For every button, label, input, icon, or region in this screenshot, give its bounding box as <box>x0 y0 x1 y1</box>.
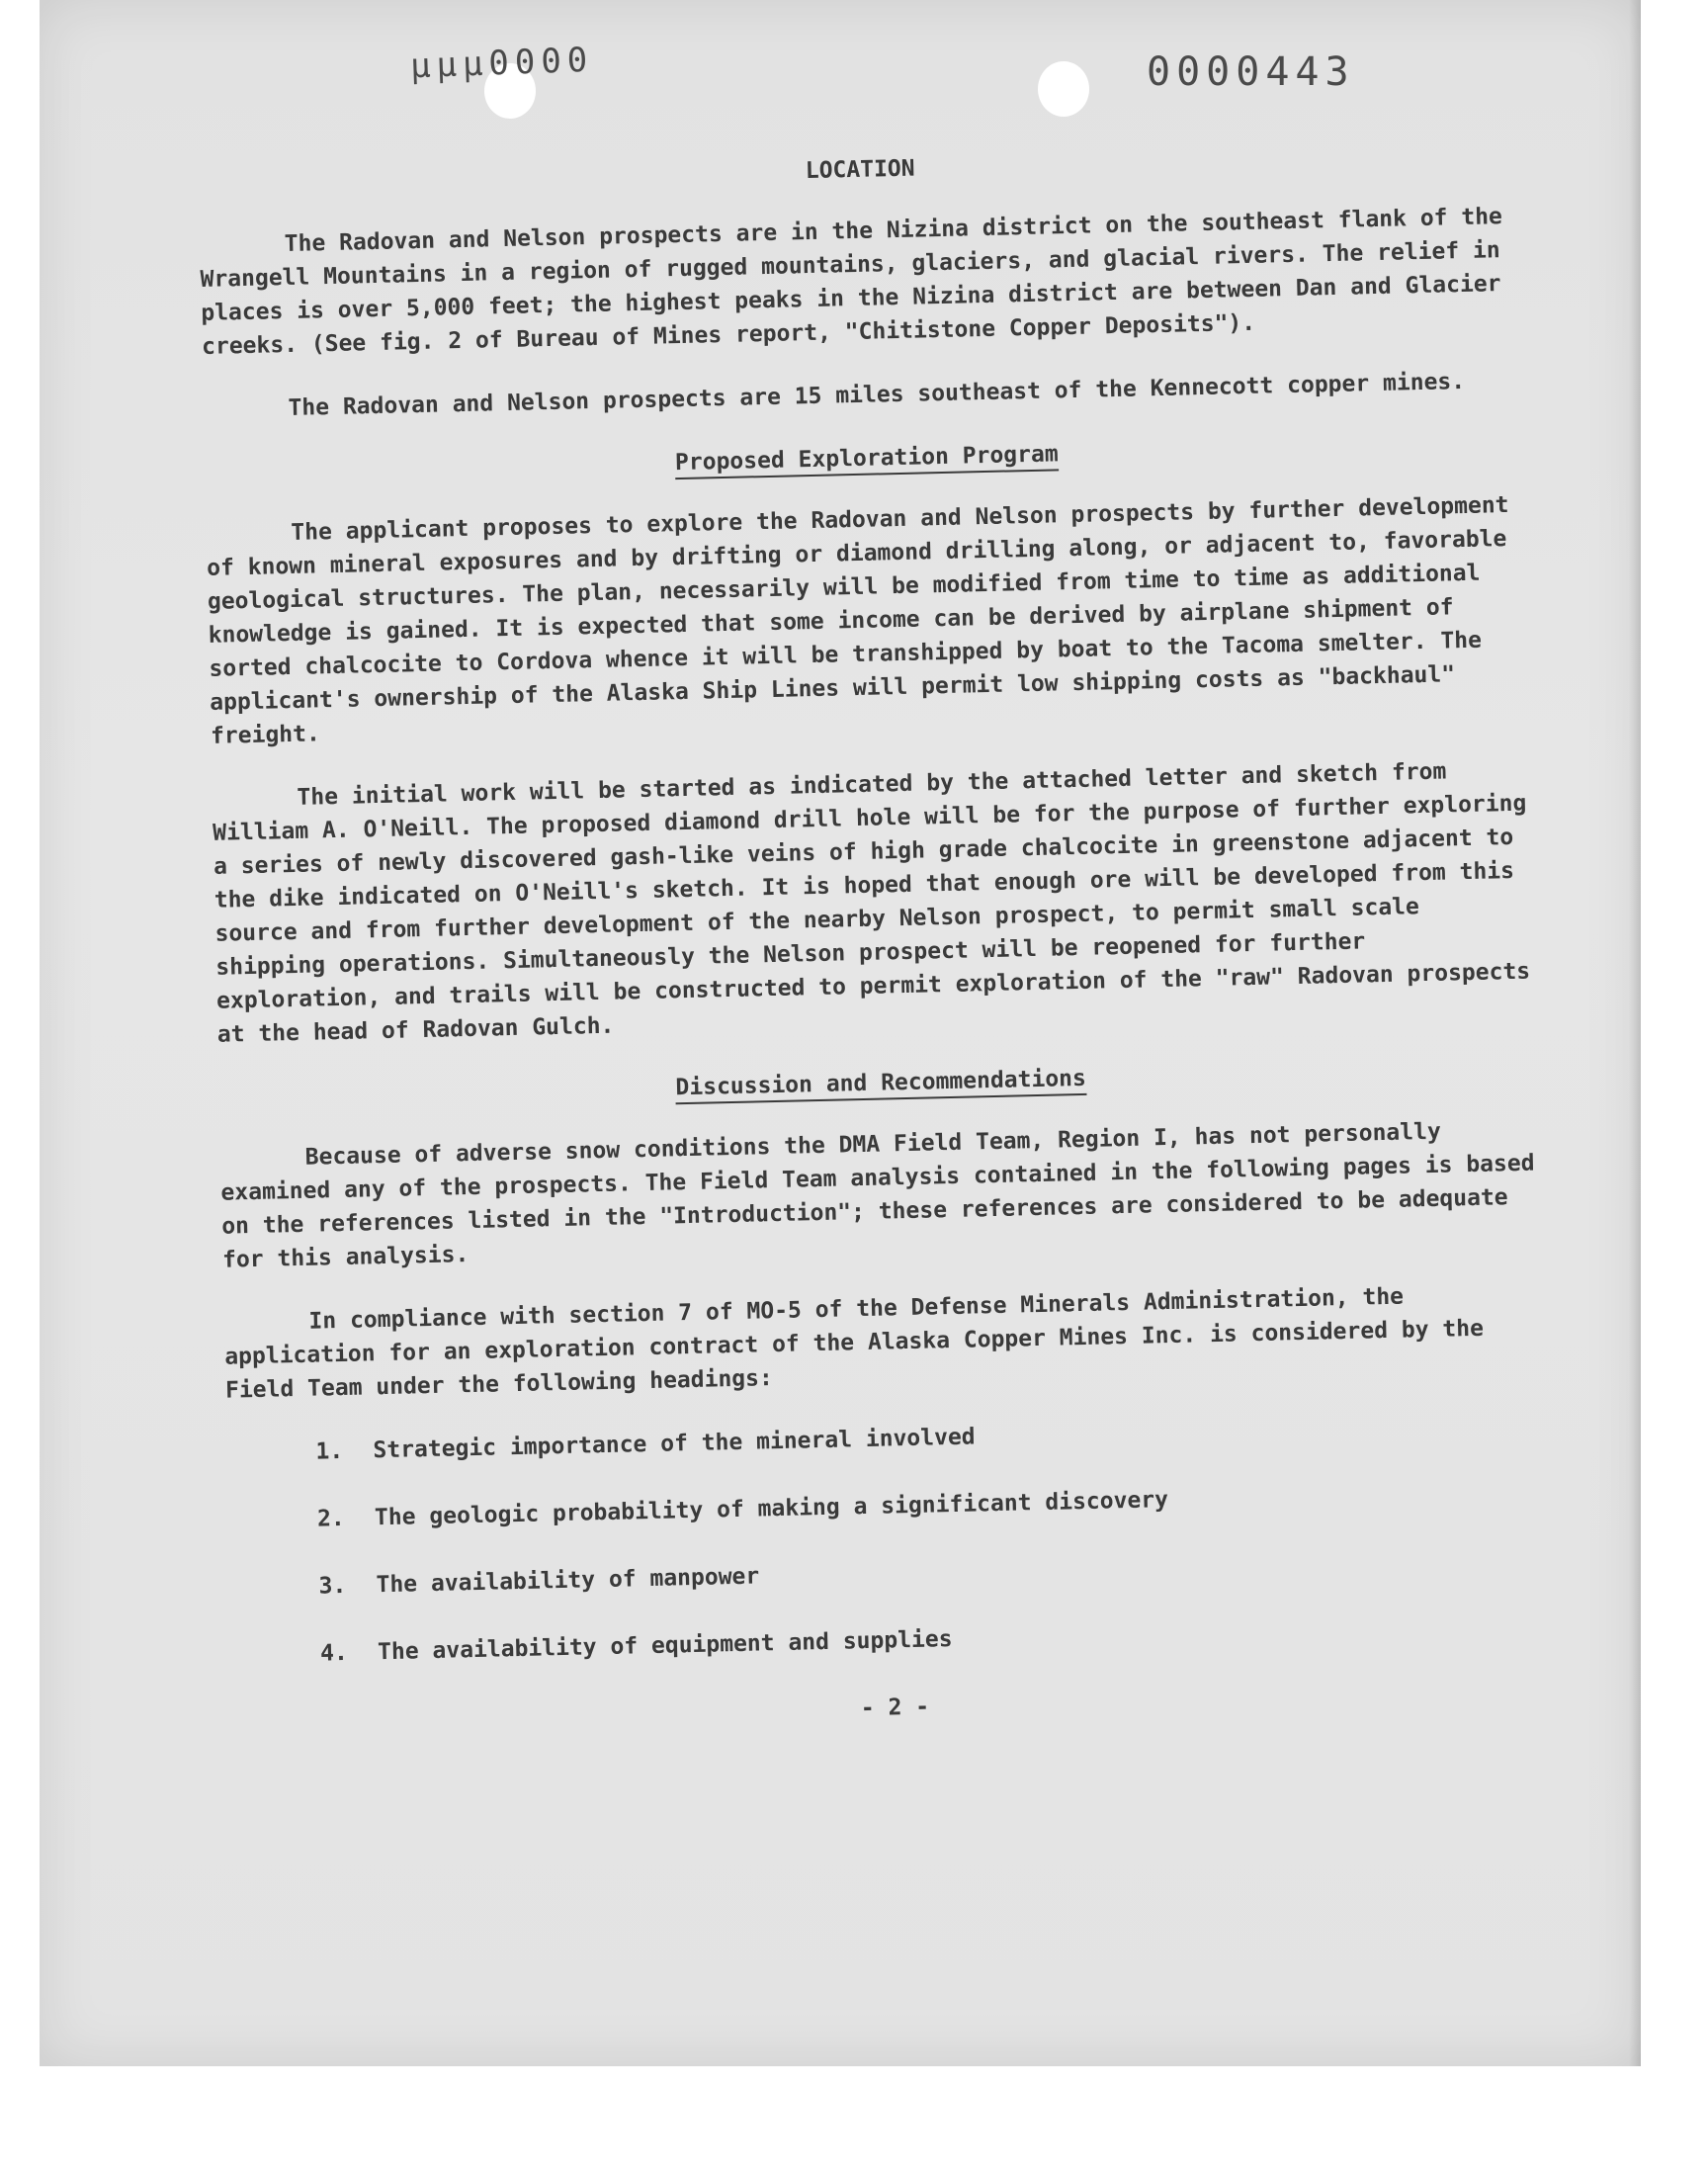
paragraph: The applicant proposes to explore the Radovan and Nelson prospects by further development of known mineral exposures and by drifting or diamond drilling along, or adjacent to, favorable geological structures. The plan, necessarily will be modified from time to time as additional knowledge is gained. It is expected that some income can be derived by airplane shipment of sorted chalcocite to Cordova whence it will be transhipped by boat to the Tacoma smelter. The applicant's ownership of the Alaska Ship Lines will permit low shipping costs as "backhaul" freight. <box>206 491 1509 749</box>
paragraph: In compliance with section 7 of MO-5 of the Defense Minerals Administration, the application for an exploration contract of the Alaska Copper Mines Inc. is considered by the Field Team under the following headings: <box>223 1283 1485 1404</box>
document-body <box>198 138 1558 1740</box>
paragraph: The Radovan and Nelson prospects are 15 miles southeast of the Kennecott copper mines. <box>288 368 1466 421</box>
stamp-number-left: μμμ0000 <box>409 40 594 87</box>
list-item-number: 1. <box>315 1437 344 1465</box>
paragraph: The initial work will be started as indicated by the attached letter and sketch from William A. O'Neill. The proposed diamond drill hole will be for the purpose of further exploring a series of newly discovered gash-like veins of high grade chalcocite in greenstone adjacent to the dike indicated on O'Neill's sketch. It is hoped that enough ore will be developed from this source and from further development of the nearby Nelson prospect, to permit small scale shipping operations. Simultaneously the Nelson prospect will be reopened for further exploration, and trails will be constructed to permit exploration of the "raw" Radovan prospects at the head of Radovan Gulch. <box>212 758 1531 1048</box>
page-edge-shadow <box>1629 0 1641 2066</box>
list-item <box>226 1407 1551 1470</box>
list-item <box>228 1474 1553 1537</box>
list-item-text: The availability of manpower <box>376 1563 760 1599</box>
paragraph: The Radovan and Nelson prospects are in the Nizina district on the southeast flank of the Wrangell Mountains in a region of rugged mountains, glaciers, and glacial rivers. The relief in places is over 5,000 feet; the highest peaks in the Nizina district are between Dan and Glacier creeks. (See fig. 2 of Bureau of Mines report, "Chitistone Copper Deposits"). <box>200 204 1503 360</box>
section-heading-program <box>205 427 1529 490</box>
section-heading-location: LOCATION <box>805 155 915 185</box>
list-item-text: The availability of equipment and supplies <box>377 1626 953 1666</box>
page-number: - 2 - <box>860 1694 930 1722</box>
heading-text: Discussion and Recommendations <box>675 1066 1086 1104</box>
binder-hole-right <box>1038 61 1089 117</box>
list-item <box>229 1541 1554 1605</box>
list-item-number: 2. <box>316 1505 346 1532</box>
list-item <box>231 1609 1556 1672</box>
list-item-text: The geologic probability of making a significant discovery <box>374 1487 1169 1531</box>
stamp-number-right: 0000443 <box>1147 49 1355 95</box>
headings-list <box>226 1407 1556 1672</box>
paragraph: Because of adverse snow conditions the DMA Field Team, Region I, has not personally examined any of the prospects. The Field Team analysis contained in the following pages is based on the references listed in the "Introduction"; these references are considered to be adequate for this analysis. <box>220 1118 1535 1273</box>
section-heading-discussion <box>218 1051 1543 1114</box>
heading-text: Proposed Exploration Program <box>675 441 1059 479</box>
list-item-number: 4. <box>319 1639 349 1667</box>
list-item-number: 3. <box>318 1572 347 1600</box>
list-item-text: Strategic importance of the mineral involved <box>373 1424 976 1464</box>
